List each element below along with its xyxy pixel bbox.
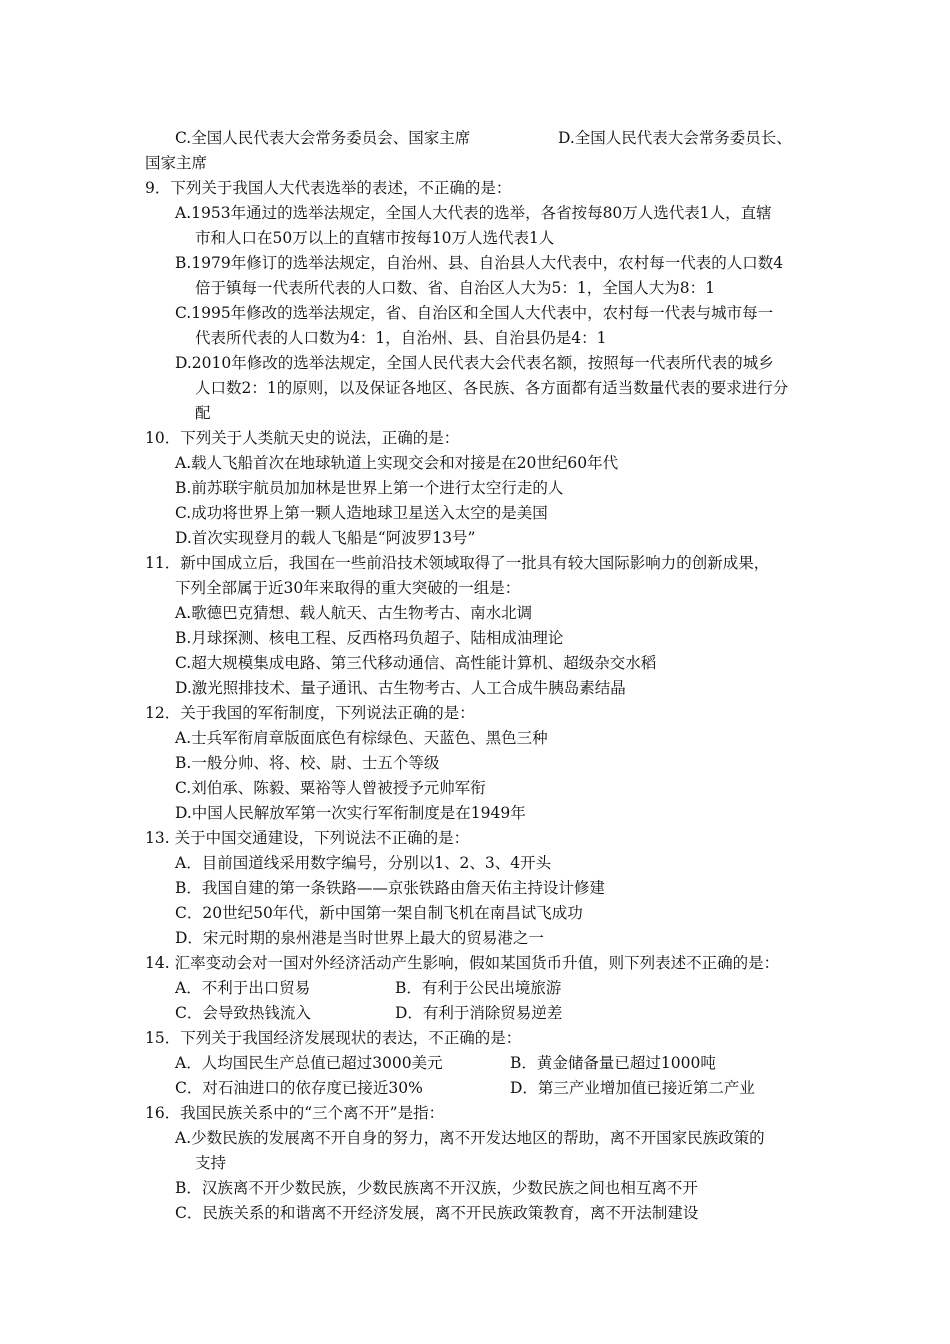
q16-option-a: A.少数民族的发展离不开自身的努力，离不开发达地区的帮助，离不开国家民族政策的 — [175, 1129, 765, 1147]
q16-option-b: B．汉族离不开少数民族，少数民族离不开汉族，少数民族之间也相互离不开 — [175, 1179, 698, 1197]
q12-option-a: A.士兵军衔肩章版面底色有棕绿色、天蓝色、黑色三种 — [175, 729, 548, 747]
q11-option-c: C.超大规模集成电路、第三代移动通信、高性能计算机、超级杂交水稻 — [175, 654, 657, 672]
q11-stem-cont: 下列全部属于近30年来取得的重大突破的一组是： — [175, 579, 521, 597]
q11-option-b: B.月球探测、核电工程、反西格玛负超子、陆相成油理论 — [175, 629, 564, 647]
q16-stem: 16．我国民族关系中的“三个离不开”是指： — [145, 1104, 445, 1122]
q10-stem: 10．下列关于人类航天史的说法，正确的是： — [145, 429, 460, 447]
q12-option-c: C.刘伯承、陈毅、粟裕等人曾被授予元帅军衔 — [175, 779, 486, 797]
q15-option-c: C．对石油进口的依存度已接近30% — [175, 1079, 423, 1097]
q16-option-a-cont: 支持 — [195, 1154, 227, 1172]
q9-option-d: D.2010年修改的选举法规定，全国人民代表大会代表名额，按照每一代表所代表的城乡 — [175, 354, 774, 372]
q9-option-c: C.1995年修改的选举法规定，省、自治区和全国人大代表中，农村每一代表与城市每一 — [175, 304, 774, 322]
q9-option-b: B.1979年修订的选举法规定，自治州、县、自治县人大代表中，农村每一代表的人口数4 — [175, 254, 784, 272]
q9-option-c-cont: 代表所代表的人口数为4：1，自治州、县、自治县仍是4：1 — [195, 329, 607, 347]
q10-option-d: D.首次实现登月的载人飞船是“阿波罗13号” — [175, 529, 476, 547]
q9-option-a: A.1953年通过的选举法规定，全国人大代表的选举，各省按每80万人选代表1人，直辖 — [175, 204, 772, 222]
q10-option-b: B.前苏联宇航员加加林是世界上第一个进行太空行走的人 — [175, 479, 564, 497]
q15-option-d: D．第三产业增加值已接近第二产业 — [510, 1079, 755, 1097]
q13-option-b: B．我国自建的第一条铁路——京张铁路由詹天佑主持设计修建 — [175, 879, 605, 897]
q12-stem: 12．关于我国的军衔制度，下列说法正确的是： — [145, 704, 475, 722]
q9-option-b-cont: 倍于镇每一代表所代表的人口数、省、自治区人大为5：1，全国人大为8：1 — [195, 279, 715, 297]
q9-option-d-cont2: 配 — [195, 404, 211, 422]
q13-stem: 13. 关于中国交通建设，下列说法不正确的是： — [145, 829, 470, 847]
q14-option-b: B．有利于公民出境旅游 — [395, 979, 562, 997]
q15-option-b: B．黄金储备量已超过1000吨 — [510, 1054, 716, 1072]
q15-option-a: A．人均国民生产总值已超过3000美元 — [175, 1054, 443, 1072]
q8-option-c: C.全国人民代表大会常务委员会、国家主席 — [175, 129, 471, 147]
q9-option-a-cont: 市和人口在50万以上的直辖市按每10万人选代表1人 — [195, 229, 555, 247]
q15-stem: 15．下列关于我国经济发展现状的表达，不正确的是： — [145, 1029, 522, 1047]
q14-option-a: A．不利于出口贸易 — [175, 979, 311, 997]
q8-option-d-cont: 国家主席 — [145, 154, 208, 172]
q13-option-a: A．目前国道线采用数字编号，分别以1、2、3、4开头 — [175, 854, 552, 872]
q16-option-c: C．民族关系的和谐离不开经济发展，离不开民族政策教育，离不开法制建设 — [175, 1204, 699, 1222]
q13-option-d: D．宋元时期的泉州港是当时世界上最大的贸易港之一 — [175, 929, 544, 947]
q13-option-c: C．20世纪50年代，新中国第一架自制飞机在南昌试飞成功 — [175, 904, 583, 922]
q11-option-a: A.歌德巴克猜想、载人航天、古生物考古、南水北调 — [175, 604, 533, 622]
q11-option-d: D.激光照排技术、量子通讯、古生物考古、人工合成牛胰岛素结晶 — [175, 679, 626, 697]
q10-option-c: C.成功将世界上第一颗人造地球卫星送入太空的是美国 — [175, 504, 548, 522]
q14-option-d: D．有利于消除贸易逆差 — [395, 1004, 563, 1022]
q12-option-b: B.一般分帅、将、校、尉、士五个等级 — [175, 754, 440, 772]
q9-stem: 9．下列关于我国人大代表选举的表述，不正确的是： — [145, 179, 512, 197]
q12-option-d: D.中国人民解放军第一次实行军衔制度是在1949年 — [175, 804, 526, 822]
q10-option-a: A.载人飞船首次在地球轨道上实现交会和对接是在20世纪60年代 — [175, 454, 619, 472]
q9-option-d-cont: 人口数2：1的原则，以及保证各地区、各民族、各方面都有适当数量代表的要求进行分 — [195, 379, 789, 397]
q14-stem: 14. 汇率变动会对一国对外经济活动产生影响，假如某国货币升值，则下列表述不正确的是： — [145, 954, 780, 972]
q14-option-c: C．会导致热钱流入 — [175, 1004, 311, 1022]
q8-option-d: D.全国人民代表大会常务委员长、 — [558, 129, 792, 147]
q11-stem: 11．新中国成立后，我国在一些前沿技术领域取得了一批具有较大国际影响力的创新成果， — [145, 554, 770, 572]
